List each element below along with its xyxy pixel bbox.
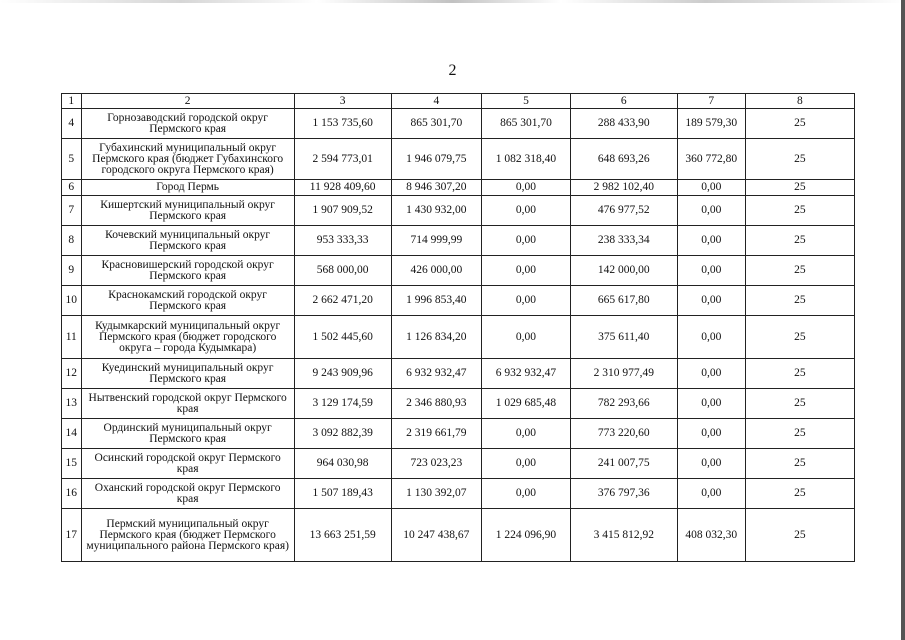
municipality-name-cell: Губахинский муниципальный округ Пермского края (бюджет Губахинского городского округа Пермского края)	[81, 139, 294, 180]
value-cell: 865 301,70	[391, 109, 482, 139]
value-cell: 865 301,70	[482, 109, 571, 139]
table-row	[62, 286, 855, 316]
row-number-cell: 17	[62, 509, 82, 562]
column-header: 6	[570, 94, 677, 109]
column-header: 4	[391, 94, 482, 109]
row-number-cell: 13	[62, 389, 82, 419]
value-cell: 0,00	[482, 196, 571, 226]
row-number-cell: 6	[62, 180, 82, 196]
municipality-name-cell: Красновишерский городской округ Пермского края	[81, 256, 294, 286]
value-cell: 9 243 909,96	[294, 359, 391, 389]
value-cell: 568 000,00	[294, 256, 391, 286]
table-body	[62, 94, 855, 562]
table-row	[62, 509, 855, 562]
value-cell: 0,00	[677, 196, 745, 226]
value-cell: 238 333,34	[570, 226, 677, 256]
value-cell: 25	[745, 479, 854, 509]
value-cell: 0,00	[677, 479, 745, 509]
value-cell: 25	[745, 389, 854, 419]
value-cell: 25	[745, 256, 854, 286]
page-number: 2	[448, 62, 457, 79]
value-cell: 6 932 932,47	[391, 359, 482, 389]
municipality-name-cell: Кочевский муниципальный округ Пермского края	[81, 226, 294, 256]
value-cell: 964 030,98	[294, 449, 391, 479]
municipality-name-cell: Осинский городской округ Пермского края	[81, 449, 294, 479]
value-cell: 0,00	[482, 479, 571, 509]
value-cell: 11 928 409,60	[294, 180, 391, 196]
budget-allocation-table	[61, 93, 855, 562]
value-cell: 723 023,23	[391, 449, 482, 479]
value-cell: 25	[745, 509, 854, 562]
value-cell: 426 000,00	[391, 256, 482, 286]
municipality-name-cell: Город Пермь	[81, 180, 294, 196]
column-header: 3	[294, 94, 391, 109]
value-cell: 773 220,60	[570, 419, 677, 449]
row-number-cell: 8	[62, 226, 82, 256]
value-cell: 2 319 661,79	[391, 419, 482, 449]
value-cell: 2 346 880,93	[391, 389, 482, 419]
value-cell: 13 663 251,59	[294, 509, 391, 562]
table-row	[62, 389, 855, 419]
value-cell: 25	[745, 419, 854, 449]
value-cell: 25	[745, 139, 854, 180]
value-cell: 6 932 932,47	[482, 359, 571, 389]
value-cell: 1 946 079,75	[391, 139, 482, 180]
value-cell: 1 224 096,90	[482, 509, 571, 562]
row-number-cell: 14	[62, 419, 82, 449]
value-cell: 360 772,80	[677, 139, 745, 180]
row-number-cell: 10	[62, 286, 82, 316]
value-cell: 3 129 174,59	[294, 389, 391, 419]
table-row	[62, 256, 855, 286]
value-cell: 189 579,30	[677, 109, 745, 139]
value-cell: 1 082 318,40	[482, 139, 571, 180]
row-number-cell: 9	[62, 256, 82, 286]
table-header-row	[62, 94, 855, 109]
value-cell: 0,00	[677, 256, 745, 286]
column-header: 2	[81, 94, 294, 109]
value-cell: 25	[745, 286, 854, 316]
value-cell: 0,00	[677, 226, 745, 256]
value-cell: 0,00	[482, 256, 571, 286]
table-row	[62, 419, 855, 449]
value-cell: 241 007,75	[570, 449, 677, 479]
value-cell: 0,00	[482, 449, 571, 479]
value-cell: 25	[745, 226, 854, 256]
value-cell: 1 430 932,00	[391, 196, 482, 226]
value-cell: 3 415 812,92	[570, 509, 677, 562]
value-cell: 2 982 102,40	[570, 180, 677, 196]
municipality-name-cell: Горнозаводский городской округ Пермского края	[81, 109, 294, 139]
table-row	[62, 139, 855, 180]
table-row	[62, 109, 855, 139]
row-number-cell: 12	[62, 359, 82, 389]
value-cell: 25	[745, 196, 854, 226]
value-cell: 0,00	[677, 316, 745, 359]
row-number-cell: 4	[62, 109, 82, 139]
value-cell: 408 032,30	[677, 509, 745, 562]
municipality-name-cell: Нытвенский городской округ Пермского края	[81, 389, 294, 419]
table-row	[62, 479, 855, 509]
value-cell: 1 130 392,07	[391, 479, 482, 509]
value-cell: 953 333,33	[294, 226, 391, 256]
value-cell: 25	[745, 180, 854, 196]
value-cell: 0,00	[482, 180, 571, 196]
value-cell: 1 996 853,40	[391, 286, 482, 316]
value-cell: 665 617,80	[570, 286, 677, 316]
value-cell: 376 797,36	[570, 479, 677, 509]
municipality-name-cell: Кишертский муниципальный округ Пермского края	[81, 196, 294, 226]
value-cell: 1 502 445,60	[294, 316, 391, 359]
column-header: 7	[677, 94, 745, 109]
value-cell: 648 693,26	[570, 139, 677, 180]
value-cell: 714 999,99	[391, 226, 482, 256]
value-cell: 2 662 471,20	[294, 286, 391, 316]
value-cell: 142 000,00	[570, 256, 677, 286]
column-header: 8	[745, 94, 854, 109]
column-header: 1	[62, 94, 82, 109]
row-number-cell: 15	[62, 449, 82, 479]
table-row	[62, 449, 855, 479]
municipality-name-cell: Оханский городской округ Пермского края	[81, 479, 294, 509]
value-cell: 1 507 189,43	[294, 479, 391, 509]
value-cell: 3 092 882,39	[294, 419, 391, 449]
row-number-cell: 11	[62, 316, 82, 359]
value-cell: 288 433,90	[570, 109, 677, 139]
municipality-name-cell: Краснокамский городской округ Пермского края	[81, 286, 294, 316]
value-cell: 782 293,66	[570, 389, 677, 419]
value-cell: 25	[745, 449, 854, 479]
value-cell: 476 977,52	[570, 196, 677, 226]
value-cell: 1 907 909,52	[294, 196, 391, 226]
row-number-cell: 7	[62, 196, 82, 226]
value-cell: 0,00	[677, 389, 745, 419]
value-cell: 0,00	[482, 226, 571, 256]
value-cell: 0,00	[677, 286, 745, 316]
row-number-cell: 5	[62, 139, 82, 180]
value-cell: 25	[745, 359, 854, 389]
table-row	[62, 180, 855, 196]
value-cell: 2 310 977,49	[570, 359, 677, 389]
scan-edge-top	[0, 0, 905, 3]
value-cell: 0,00	[482, 419, 571, 449]
value-cell: 375 611,40	[570, 316, 677, 359]
municipality-name-cell: Пермский муниципальный округ Пермского края (бюджет Пермского муниципального района Пермского края)	[81, 509, 294, 562]
value-cell: 1 029 685,48	[482, 389, 571, 419]
value-cell: 8 946 307,20	[391, 180, 482, 196]
value-cell: 0,00	[677, 419, 745, 449]
value-cell: 0,00	[677, 359, 745, 389]
value-cell: 0,00	[482, 316, 571, 359]
scan-edge-right	[901, 0, 905, 640]
table-row	[62, 226, 855, 256]
row-number-cell: 16	[62, 479, 82, 509]
column-header: 5	[482, 94, 571, 109]
value-cell: 10 247 438,67	[391, 509, 482, 562]
value-cell: 0,00	[677, 449, 745, 479]
value-cell: 0,00	[482, 286, 571, 316]
value-cell: 25	[745, 109, 854, 139]
value-cell: 1 153 735,60	[294, 109, 391, 139]
value-cell: 2 594 773,01	[294, 139, 391, 180]
table-row	[62, 359, 855, 389]
value-cell: 25	[745, 316, 854, 359]
value-cell: 1 126 834,20	[391, 316, 482, 359]
table-row	[62, 316, 855, 359]
table-row	[62, 196, 855, 226]
municipality-name-cell: Ординский муниципальный округ Пермского края	[81, 419, 294, 449]
municipality-name-cell: Кудымкарский муниципальный округ Пермского края (бюджет городского округа – города Кудымкара)	[81, 316, 294, 359]
value-cell: 0,00	[677, 180, 745, 196]
municipality-name-cell: Куединский муниципальный округ Пермского края	[81, 359, 294, 389]
